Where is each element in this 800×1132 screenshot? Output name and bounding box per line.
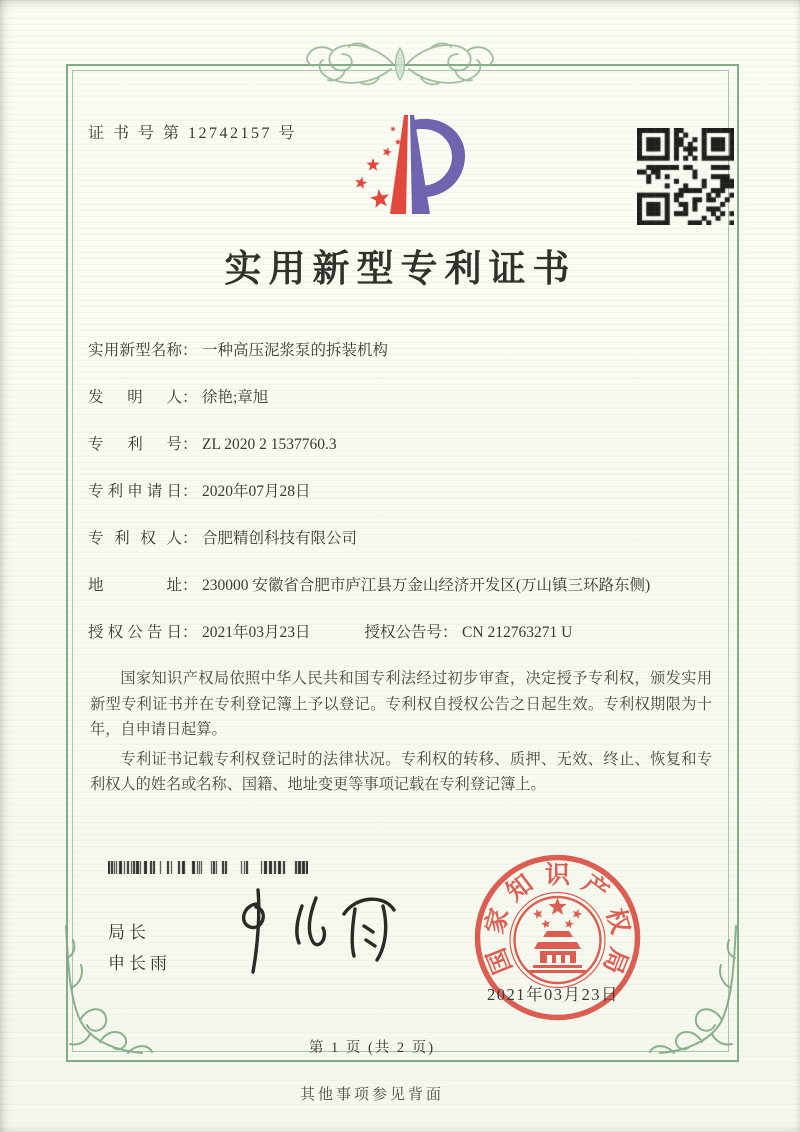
field-value: CN 212763271 U: [462, 624, 573, 641]
seal-date: 2021年03月23日: [487, 985, 619, 1004]
certificate-number: 证 书 号 第 12742157 号: [88, 125, 298, 142]
officer-name: 申长雨: [108, 954, 171, 973]
field-row-patent-number: [88, 432, 714, 458]
field-row-inventor: [88, 385, 714, 411]
seal-ring-character: 国: [483, 944, 518, 978]
field-label: 实用新型名称: [88, 342, 182, 359]
field-label: 专利号: [88, 436, 182, 453]
field-row-address: [88, 573, 714, 599]
seal-star-icon: [549, 898, 567, 915]
cnipa-logo-icon: [346, 112, 474, 226]
seal-star-icon: [541, 919, 550, 928]
officer-block: [108, 917, 171, 979]
field-row-grant-announcement: [88, 620, 714, 646]
field-colon: ：: [182, 483, 198, 500]
seal-ring-character: 识: [544, 862, 571, 890]
logo-star-icon: [370, 189, 389, 208]
field-value: 2021年03月23日: [202, 624, 311, 641]
field-value: ZL 2020 2 1537760.3: [202, 436, 337, 453]
seal-ring-character: 局: [597, 944, 632, 978]
field-value: 合肥精创科技有限公司: [202, 530, 358, 547]
field-row-patentee: [88, 526, 714, 552]
field-colon: ：: [182, 436, 198, 453]
legal-paragraph: 国家知识产权局依照中华人民共和国专利法经过初步审查，决定授予专利权，颁发实用新型专利证书并在专利登记簿上予以登记。专利权自授权公告之日起生效。专利权期限为十年，自申请日起算。: [90, 670, 712, 738]
field-label: 地址: [88, 577, 182, 594]
barcode-icon: [108, 861, 308, 874]
field-colon: ：: [182, 342, 198, 359]
seal-star-icon: [565, 919, 574, 928]
field-row-utility-model-name: [88, 338, 714, 364]
field-label: 授权公告号: [364, 624, 443, 641]
field-value: 徐艳;章旭: [202, 389, 269, 406]
field-row-filing-date: [88, 479, 714, 505]
field-colon: ：: [182, 530, 198, 547]
field-label: 授权公告日: [88, 624, 182, 641]
field-value: 230000 安徽省合肥市庐江县万金山经济开发区(万山镇三环路东侧): [202, 577, 651, 594]
field-colon: ：: [182, 577, 198, 594]
field-label: 发明人: [88, 389, 182, 406]
field-label: 专利申请日: [88, 483, 182, 500]
top-flourish-ornament-icon: [283, 34, 517, 96]
seal-ring-character: 权: [600, 905, 634, 937]
seal-ring-character: 知: [501, 870, 539, 907]
logo-star-icon: [355, 177, 367, 189]
certificate-title: 实用新型专利证书: [224, 249, 577, 290]
legal-paragraphs: [90, 666, 712, 802]
field-colon: ：: [442, 624, 458, 641]
logo-star-icon: [366, 158, 379, 171]
seal-star-icon: [573, 909, 582, 919]
seal-ring-character: 产: [576, 870, 614, 907]
logo-star-icon: [390, 126, 396, 132]
field-label: 专利权人: [88, 530, 182, 547]
seal-ring-character: 家: [481, 905, 515, 937]
handwritten-signature-icon: [226, 882, 408, 984]
field-colon: ：: [182, 624, 198, 641]
back-note: 其他事项参见背面: [299, 1087, 444, 1103]
logo-star-icon: [383, 147, 392, 157]
qr-code-icon: [637, 128, 734, 225]
legal-paragraph: 专利证书记载专利权登记时的法律状况。专利权的转移、质押、无效、终止、恢复和专利权人的姓名或名称、国籍、地址变更等事项记载在专利登记簿上。: [90, 750, 712, 793]
field-colon: ：: [182, 389, 198, 406]
field-list: [88, 338, 714, 667]
seal-star-icon: [533, 909, 542, 919]
field-value: 一种高压泥浆泵的拆装机构: [202, 342, 389, 359]
officer-title: 局长: [108, 923, 150, 942]
field-value: 2020年07月28日: [202, 483, 311, 500]
page-number: 第 1 页 (共 2 页): [308, 1040, 436, 1056]
